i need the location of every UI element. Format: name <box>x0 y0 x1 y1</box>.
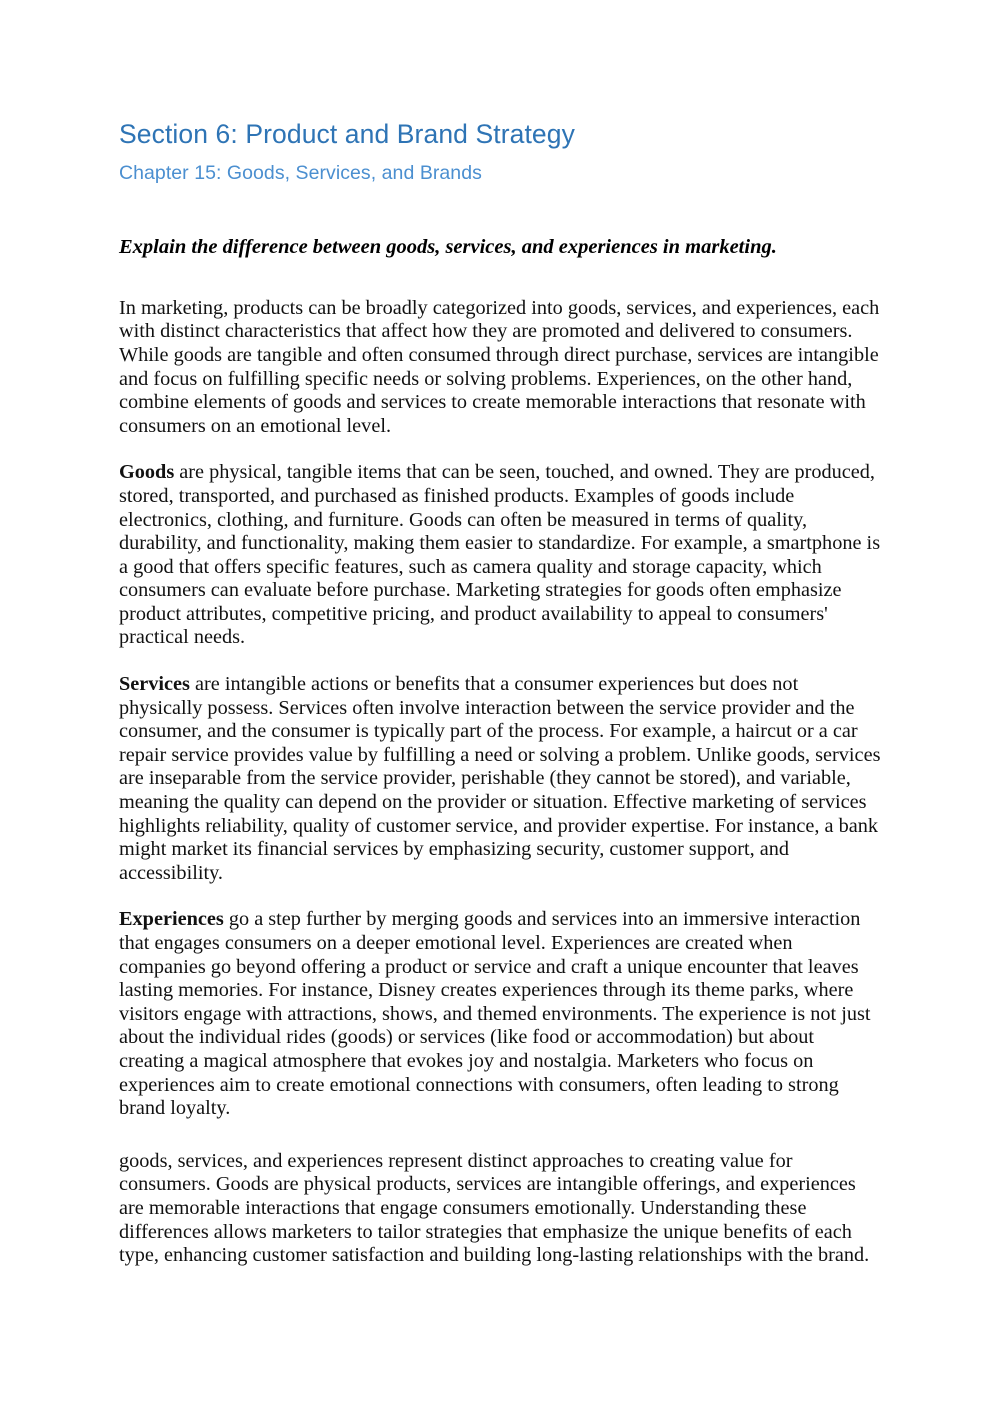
body-paragraph-2 <box>119 461 883 650</box>
body-paragraph-1 <box>119 297 883 439</box>
paragraph-lead-2: Goods <box>119 461 175 484</box>
body-paragraph-4 <box>119 908 883 1120</box>
page-subtitle: Chapter 15: Goods, Services, and Brands <box>119 162 482 185</box>
prompt-question: Explain the difference between goods, services, and experiences in marketing. <box>119 236 777 259</box>
paragraph-text-1: In marketing, products can be broadly categorized into goods, services, and experiences, each with distinct characteristics that affect how they are promoted and delivered to consumers. While goods are tangible and often consumed through direct purchase, services are intangible and focus on fulfilling specific needs or solving problems. Experiences, on the other hand, combine elements of goods and services to create memorable interactions that resonate with consumers on an emotional level. <box>119 296 880 437</box>
paragraph-text-2: are physical, tangible items that can be seen, touched, and owned. They are produced, stored, transported, and purchased as finished products. Examples of goods include electronics, clothing, and furniture. Goods can often be measured in terms of quality, durability, and functionality, making them easier to standardize. For example, a smartphone is a good that offers specific features, such as camera quality and storage capacity, which consumers can evaluate before purchase. Marketing strategies for goods often emphasize product attributes, competitive pricing, and product availability to appeal to consumers' practical needs. <box>119 461 881 649</box>
paragraph-text-5: goods, services, and experiences represent distinct approaches to creating value for consumers. Goods are physical products, services are intangible offerings, and experiences are memorable interactions that engage consumers emotionally. Understanding these differences allows marketers to tailor strategies that emphasize the unique benefits of each type, enhancing customer satisfaction and building long-lasting relationships with the brand. <box>119 1149 870 1267</box>
paragraph-lead-4: Experiences <box>119 908 224 931</box>
body-paragraph-5 <box>119 1150 883 1268</box>
paragraph-text-3: are intangible actions or benefits that a consumer experiences but does not physically possess. Services often involve interaction between the service provider and the consumer, and the consumer is typically part of the process. For example, a haircut or a car repair service provides value by fulfilling a need or solving a problem. Unlike goods, services are inseparable from the service provider, perishable (they cannot be stored), and variable, meaning the quality can depend on the provider or situation. Effective marketing of services highlights reliability, quality of customer service, and provider expertise. For instance, a bank might market its financial services by emphasizing security, customer support, and accessibility. <box>119 673 881 884</box>
paragraph-text-4: go a step further by merging goods and services into an immersive interaction that engages consumers on a deeper emotional level. Experiences are created when companies go beyond offering a product or service and craft a unique encounter that leaves lasting memories. For instance, Disney creates experiences through its theme parks, where visitors engage with attractions, shows, and themed environments. The experience is not just about the individual rides (goods) or services (like food or accommodation) but about creating a magical atmosphere that evokes joy and nostalgia. Marketers who focus on experiences aim to create emotional connections with consumers, often leading to strong brand loyalty. <box>119 908 871 1120</box>
body-paragraph-3 <box>119 673 883 885</box>
paragraph-lead-3: Services <box>119 673 190 696</box>
page-title: Section 6: Product and Brand Strategy <box>119 119 575 149</box>
